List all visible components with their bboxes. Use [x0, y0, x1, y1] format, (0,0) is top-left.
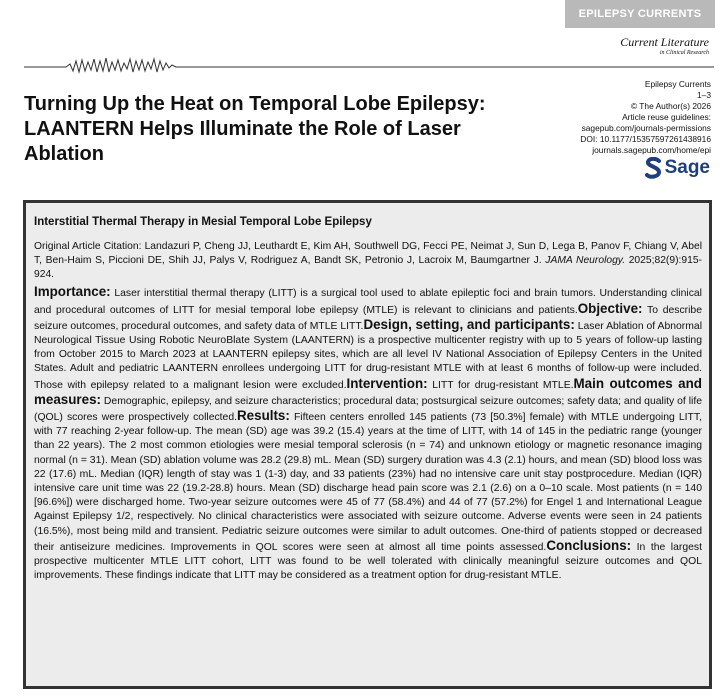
importance-text: Laser interstitial thermal therapy (LITT) is a surgical tool used to ablate epileptic foci and brain tumors. Understanding clinical and procedural outcomes of LITT for mesial temporal lobe epilepsy (MTLE) is relevant to clinicians and patients.	[34, 288, 702, 316]
pub-info-journal-link[interactable]: journals.sagepub.com/home/epi	[592, 145, 711, 155]
conclusions-text: In the largest prospective multicenter MTLE LITT cohort, LITT was found to be well tolerated with clinically meaningful seizure outcomes and QOL improvements. These findings indicate that LITT may be considered as a treatment option for drug-resistant MTLE.	[34, 541, 702, 582]
conclusions-label: Conclusions:	[546, 537, 632, 553]
sage-logo	[645, 157, 710, 179]
abstract-box	[23, 200, 712, 689]
eeg-waveform-divider	[24, 56, 714, 76]
original-citation	[34, 240, 702, 281]
article-title: Turning Up the Heat on Temporal Lobe Epilepsy: LAANTERN Helps Illuminate the Role of Laser Ablation	[24, 93, 486, 165]
pub-info-reuse-label: Article reuse guidelines:	[622, 112, 711, 122]
intervention-text: LITT for drug-resistant MTLE.	[427, 379, 574, 391]
section-label-main: Current Literature	[620, 35, 709, 49]
abstract-heading: Interstitial Thermal Therapy in Mesial Temporal Lobe Epilepsy	[34, 216, 372, 228]
pub-info-doi[interactable]: DOI: 10.1177/15357597261438916	[580, 134, 711, 144]
citation-authors: Original Article Citation: Landazuri P, Cheng JJ, Leuthardt E, Kim AH, Southwell DG, Fecci PE, Neimat J, Sun D, Lega B, Panov F, Chiang V, Abel T, Ben-Haim S, Piccioni DE, Shih JJ, Palys V, Rodriguez A, Bandt SK, Petronio J, Lacroix M, Baumgartner J.	[34, 241, 702, 266]
section-label	[620, 35, 709, 56]
pub-info-copyright: © The Author(s) 2026	[630, 101, 711, 111]
outcomes-text: Demographic, epilepsy, and seizure characteristics; procedural data; postsurgical seizure outcomes; safety data; and quality of life (QOL) scores were prospectively collected.	[34, 395, 702, 424]
outcomes-label: Main outcomes and measures:	[34, 375, 702, 407]
publication-info	[580, 79, 711, 156]
pub-info-journal: Epilepsy Currents	[644, 79, 711, 89]
importance-label: Importance:	[34, 284, 111, 300]
sage-s-icon	[645, 157, 662, 179]
pub-info-permissions-link[interactable]: sagepub.com/journals-permissions	[581, 123, 711, 133]
pub-info-pages: 1–3	[697, 90, 711, 100]
journal-badge: EPILEPSY CURRENTS	[565, 0, 715, 28]
citation-journal: JAMA Neurology.	[545, 254, 626, 266]
sage-logo-text: Sage	[664, 157, 710, 178]
results-label: Results:	[237, 408, 290, 424]
citation-reference: 2025;82(9):915-924.	[34, 254, 702, 280]
intervention-label: Intervention:	[346, 375, 428, 391]
design-label: Design, setting, and participants:	[363, 316, 575, 332]
abstract-body	[34, 285, 702, 583]
objective-label: Objective:	[577, 300, 643, 316]
objective-text: To describe seizure outcomes, procedural outcomes, and safety data of MTLE LITT.	[34, 304, 702, 332]
design-text: Laser Ablation of Abnormal Neurological Tissue Using Robotic NeuroBlate System (LAANTERN) is a prospective multicenter registry with up to 5 years of follow-up lasting from October 2015 to March 2023 at LAANTERN epilepsy sites, which are all level IV National Association of Epilepsy Centers in the United States. Adult and pediatric LAANTERN enrollees undergoing LITT for drug-resistant MTLE with at least 6 months of follow-up were included. Those with epilepsy related to a malignant lesion were excluded.	[34, 320, 703, 391]
section-label-sub: in Clinical Research	[659, 50, 709, 56]
results-text: Fifteen centers enrolled 145 patients (73 [50.3%] female) with MTLE undergoing LITT, with 77 reaching 2-year follow-up. The mean (SD) age was 39.2 (15.4) years at the time of LITT, with 14 of 145 in the pediatric range (younger than 22 years). The 2 most common etiologies were mesial temporal sclerosis (n = 74) and unknown etiology or magnetic resonance imaging normal (n = 31). Mean (SD) ablation volume was 28.2 (29.8) mL. Mean (SD) surgery duration was 4.3 (2.1) hours, and mean (SD) blood loss was 22 (17.6) mL. Median (IQR) length of stay was 1 (1-3) day, and 33 patients (23%) had no intensive care unit stay postprocedure. Median (IQR) intensive care unit time was 22 (19.2-28.8) hours. Mean (SD) discharge head pain score was 2.1 (2.6) on a 0–10 scale. Most patients (n = 140 [96.6%]) were discharged home. Two-year seizure outcomes were 45 of 77 (58.4%) and 44 of 77 (57.2%) for Engel 1 and International League Against Epilepsy 1/2, respectively. No clinical characteristics were associated with seizure outcome. Adverse events were seen in 24 patients (16.5%), most being mild and transient. Pediatric seizure outcomes were similar to adult outcomes. One-third of patients stopped or decreased their antiseizure medicines. Improvements in QOL scores were seen at almost all time points assessed.	[34, 412, 702, 553]
